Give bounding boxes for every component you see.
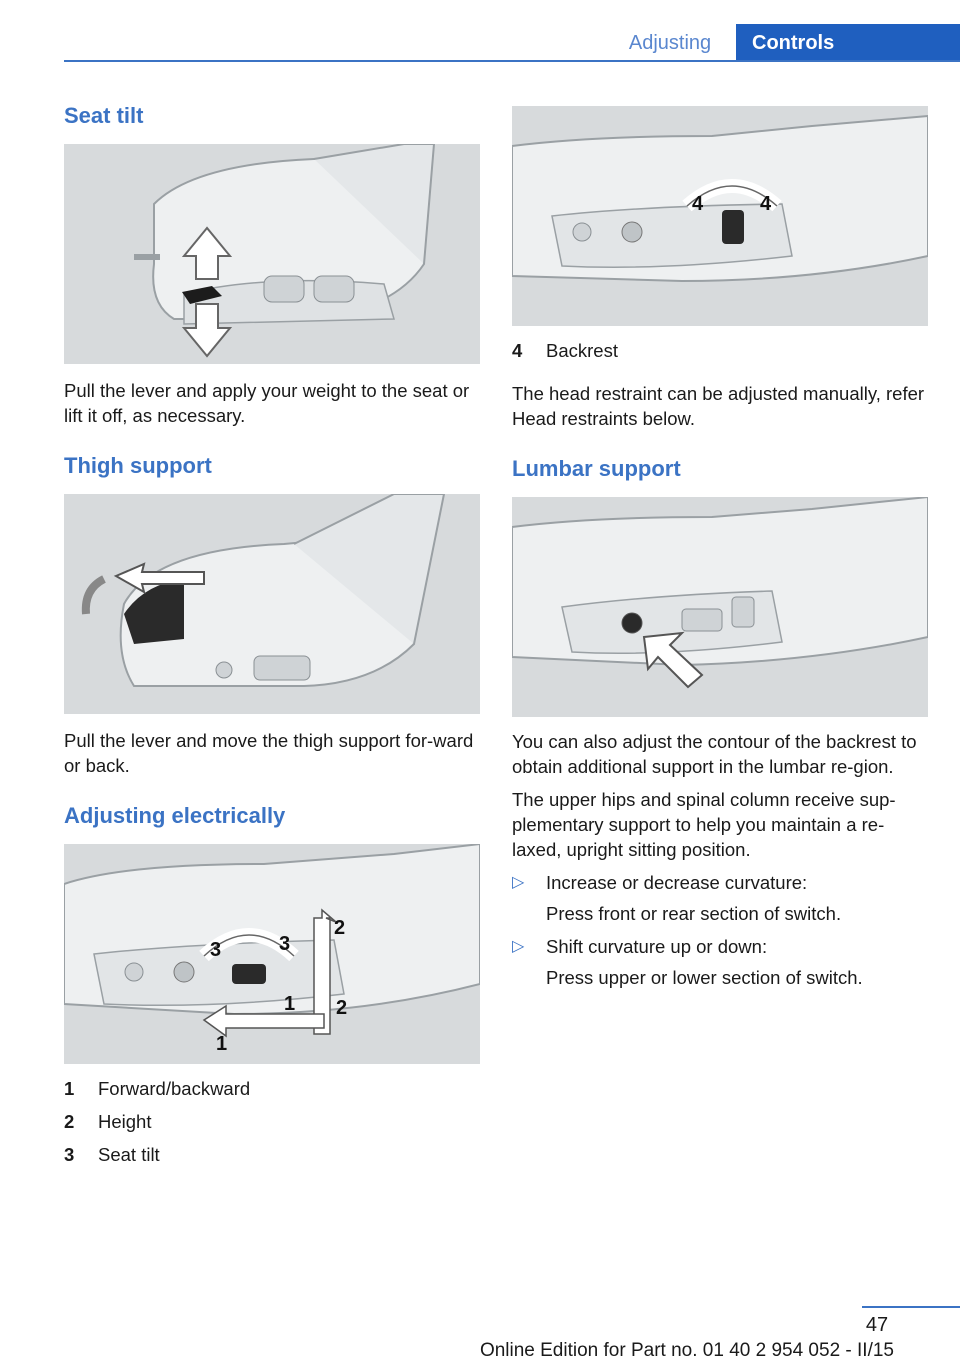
lumbar-bullet-list: [512, 870, 928, 990]
list-item-label: Forward/backward: [98, 1078, 251, 1099]
head-restraint-note: The head restraint can be adjusted manually, refer Head restraints below.: [512, 383, 925, 429]
seat-tilt-description: Pull the lever and apply your weight to the seat or lift it off, as necessary.: [64, 380, 470, 426]
list-item-number: 2: [64, 1111, 75, 1132]
electric-adjustment-list: [64, 1076, 480, 1167]
label-2-top: 2: [334, 917, 346, 939]
figure-lumbar-support: [512, 497, 928, 717]
lumbar-description: You can also adjust the contour of the backrest to obtain additional support in the lumbar re-gion.: [512, 731, 917, 777]
heading-thigh-support: Thigh support: [64, 453, 212, 478]
heading-adjusting-electrically: Adjusting electrically: [64, 803, 286, 828]
list-item-label: Seat tilt: [98, 1144, 160, 1165]
list-item: [64, 1142, 480, 1167]
list-item-number: 4: [512, 340, 523, 361]
list-item: [512, 934, 928, 990]
list-item-number: 1: [64, 1078, 75, 1099]
label-4-right: 4: [760, 193, 772, 215]
list-item-label: Backrest: [546, 340, 618, 361]
heading-lumbar-support: Lumbar support: [512, 456, 681, 481]
figure-seat-tilt: [64, 144, 480, 364]
label-4-left: 4: [692, 193, 704, 215]
bullet-title: Shift curvature up or down:: [546, 936, 768, 957]
left-column: [64, 102, 480, 1167]
header-rule: [64, 60, 960, 62]
list-item: [64, 1109, 480, 1134]
heading-seat-tilt: Seat tilt: [64, 103, 144, 128]
list-item: [64, 1076, 480, 1101]
figure-thigh-support: [64, 494, 480, 714]
bullet-detail: Press front or rear section of switch.: [546, 903, 842, 924]
list-item: [512, 338, 928, 363]
label-1-left: 1: [216, 1033, 228, 1055]
label-3-right: 3: [279, 933, 291, 955]
thigh-support-description: Pull the lever and move the thigh support for-ward or back.: [64, 730, 474, 776]
list-item-number: 3: [64, 1144, 75, 1165]
lumbar-support-benefit: The upper hips and spinal column receive sup-plementary support to help you maintain a re-laxed, upright sitting position.: [512, 789, 896, 860]
right-column: [512, 106, 928, 990]
bullet-triangle-icon: ▷: [512, 874, 525, 891]
footer-rule: [862, 1306, 960, 1308]
figure-electric-adjustment: [64, 844, 480, 1064]
header-chapter-controls[interactable]: Controls: [736, 24, 960, 62]
label-3-left: 3: [210, 939, 222, 961]
label-1-right: 1: [284, 993, 296, 1015]
bullet-triangle-icon: ▷: [512, 938, 525, 955]
list-item: [512, 870, 928, 926]
bullet-title: Increase or decrease curvature:: [546, 872, 808, 893]
figure-backrest: [512, 106, 928, 326]
bullet-detail: Press upper or lower section of switch.: [546, 967, 863, 988]
header-section-adjusting[interactable]: Adjusting: [628, 32, 712, 54]
label-2-bottom: 2: [336, 997, 348, 1019]
page-number: 47: [865, 1314, 889, 1336]
list-item-label: Height: [98, 1111, 152, 1132]
edition-footer: Online Edition for Part no. 01 40 2 954 052 - II/15: [479, 1340, 894, 1361]
